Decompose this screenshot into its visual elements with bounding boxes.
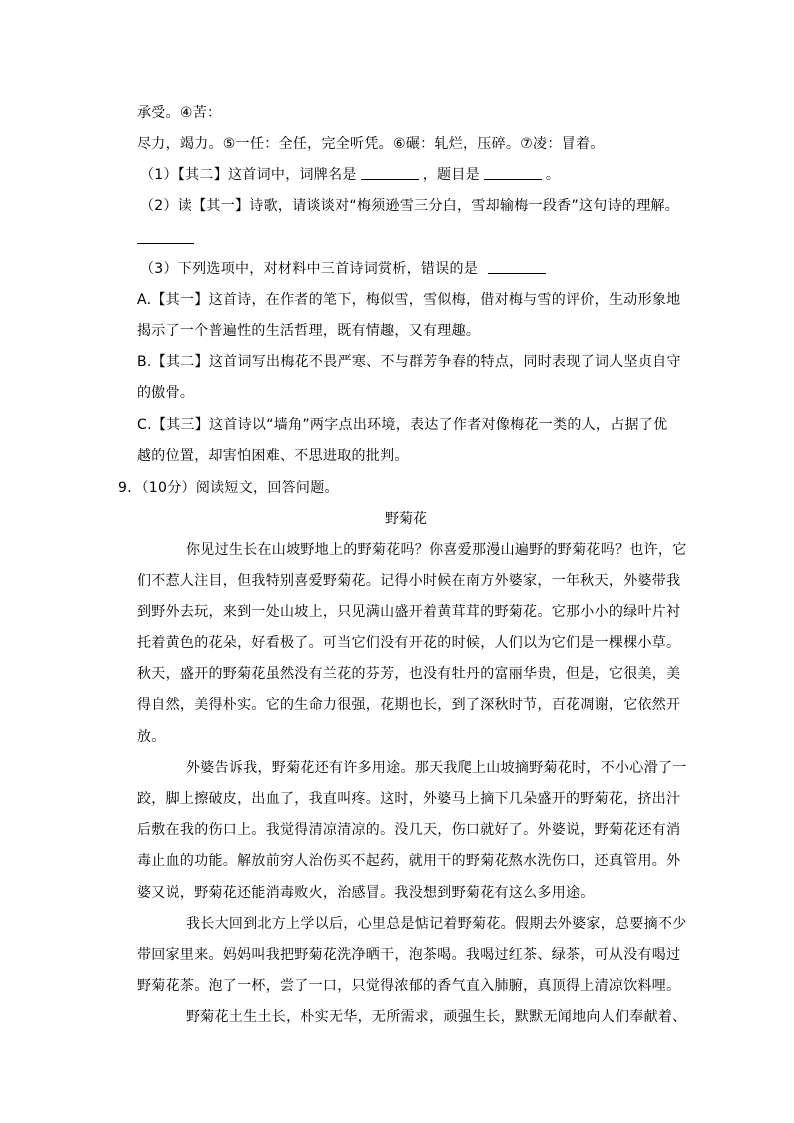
option-a-line-2: 揭示了一个普遍性的生活哲理，既有情趣，又有理趣。 <box>137 323 481 339</box>
option-b-line-1: B.【其二】这首词写出梅花不畏严寒、不与群芳争春的特点，同时表现了词人坚贞自守 <box>137 354 681 370</box>
question-3 <box>140 259 550 279</box>
passage-line: 野菊花土生土长，朴实无华，无所需求，顽强生长，默默无闻地向人们奉献着、 <box>186 1009 687 1025</box>
passage-line: 们不惹人注目，但我特别喜爱野菊花。记得小时候在南方外婆家，一年秋天，外婆带我 <box>137 573 681 589</box>
note-line-2: 尽力，竭力。⑤一任：全任，完全听凭。⑥碾：轧烂，压碎。⑦凌：冒着。 <box>137 136 605 152</box>
answer-blank <box>361 166 419 180</box>
answer-blank <box>488 260 546 274</box>
passage-line: 带回家里来。妈妈叫我把野菊花洗净晒干，泡茶喝。我喝过红茶、绿茶，可从没有喝过 <box>137 947 681 963</box>
question-1 <box>140 165 560 185</box>
passage-line: 野菊花茶。泡了一杯，尝了一口，只觉得浓郁的香气直入肺腑，真顶得上清凉饮料哩。 <box>137 978 681 994</box>
question-1-part-b: ，题目是 <box>422 167 480 183</box>
passage-line: 托着黄色的花朵，好看极了。可当它们没有开花的时候，人们以为它们是一棵棵小草。 <box>137 635 681 651</box>
question-9-header: 9．（10分）阅读短文，回答问题。 <box>118 480 339 496</box>
passage-line: 秋天，盛开的野菊花虽然没有兰花的芬芳，也没有牡丹的富丽华贵，但是，它很美，美 <box>137 666 681 682</box>
option-c-line-2: 越的位置，却害怕困难、不思进取的批判。 <box>137 448 409 464</box>
passage-line: 得自然，美得朴实。它的生命力很强，花期也长，到了深秋时节，百花凋谢，它依然开 <box>137 697 681 713</box>
passage-line: 到野外去玩，来到一处山坡上，只见满山盛开着黄茸茸的野菊花。它那小小的绿叶片衬 <box>137 604 681 620</box>
passage-line: 我长大回到北方上学以后，心里总是惦记着野菊花。假期去外婆家，总要摘不少 <box>186 916 687 932</box>
passage-line: 跤，脚上擦破皮，出血了，我直叫疼。这时，外婆马上摘下几朵盛开的野菊花，挤出汁 <box>137 791 681 807</box>
passage-title: 野菊花 <box>385 511 427 527</box>
passage-line: 你见过生长在山坡野地上的野菊花吗？你喜爱那漫山遍野的野菊花吗？也许，它 <box>186 542 687 558</box>
question-2: （2）读【其一】诗歌，请谈谈对“梅须逊雪三分白，雪却输梅一段香”这句诗的理解。 <box>140 198 680 214</box>
question-1-part-a: （1）【其二】这首词中，词牌名是 <box>140 167 357 183</box>
option-b-line-2: 的傲骨。 <box>137 385 195 401</box>
passage-line: 外婆告诉我，野菊花还有许多用途。那天我爬上山坡摘野菊花时，不小心滑了一 <box>186 760 687 776</box>
answer-blank <box>484 166 542 180</box>
passage-line: 毒止血的功能。解放前穷人治伤买不起药，就用干的野菊花熬水洗伤口，还真管用。外 <box>137 853 681 869</box>
option-a-line-1: A.【其一】这首诗，在作者的笔下，梅似雪，雪似梅，借对梅与雪的评价，生动形象地 <box>137 292 681 308</box>
passage-line: 婆又说，野菊花还能消毒败火，治感冒。我没想到野菊花有这么多用途。 <box>137 885 595 901</box>
question-1-part-c: 。 <box>545 167 561 183</box>
note-line-1: 承受。④苦： <box>137 105 222 121</box>
question-3-text: （3）下列选项中，对材料中三首诗词赏析，错误的是 <box>140 261 479 277</box>
passage-line: 放。 <box>137 729 166 745</box>
answer-blank <box>137 243 194 244</box>
option-c-line-1: C.【其三】这首诗以“墙角”两字点出环境，表达了作者对像梅花一类的人，占据了优 <box>137 417 668 433</box>
passage-line: 后敷在我的伤口上。我觉得清凉清凉的。没几天，伤口就好了。外婆说，野菊花还有消 <box>137 822 681 838</box>
